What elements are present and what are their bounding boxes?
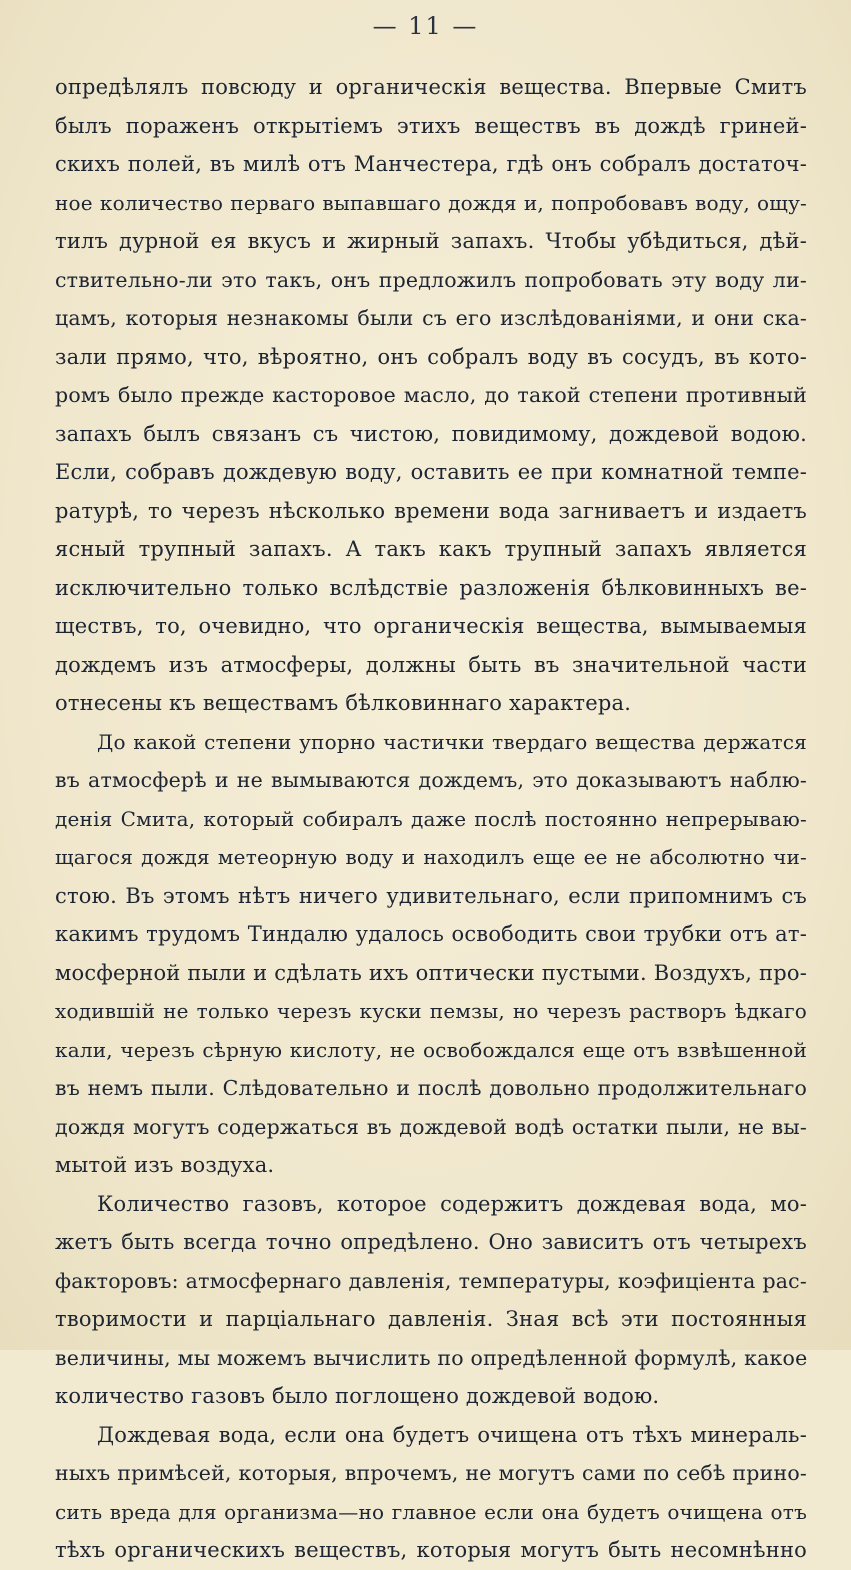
text-line: исключительно только вслѣдствіе разложенія бѣлковинныхъ ве-	[55, 575, 807, 600]
text-line: факторовъ: атмосфернаго давленія, температуры, коэфиціента рас-	[55, 1268, 807, 1293]
text-line: какимъ трудомъ Тиндалю удалось освободить свои трубки отъ ат-	[55, 922, 807, 946]
text-line: дождя могутъ содержаться въ дождевой водѣ остатки пыли, не вы-	[55, 1114, 807, 1139]
text-line: тилъ дурной ея вкусъ и жирный запахъ. Чтобы убѣдиться, дѣй-	[55, 229, 807, 253]
text-line: былъ пораженъ открытіемъ этихъ веществъ въ дождѣ гриней-	[55, 113, 807, 138]
text-line: денія Смита, который собиралъ даже послѣ постоянно непрерываю-	[55, 806, 807, 831]
text-line: творимости и парціальнаго давленія. Зная всѣ эти постоянныя	[55, 1307, 807, 1331]
body-text	[55, 68, 807, 1570]
paragraph-end-line: отнесены къ веществамъ бѣлковиннаго характера.	[55, 691, 632, 715]
text-line: стою. Въ этомъ нѣтъ ничего удивительнаго, если припомнимъ съ	[55, 883, 807, 908]
text-line: ществъ, то, очевидно, что органическія вещества, вымываемыя	[55, 614, 807, 638]
text-line: Если, собравъ дождевую воду, оставить ее при комнатной темпе-	[55, 460, 807, 484]
text-line: величины, мы можемъ вычислить по опредѣленной формулѣ, какое	[55, 1345, 807, 1370]
page-number: — 11 —	[372, 12, 479, 40]
text-line: ныхъ примѣсей, которыя, впрочемъ, не могутъ сами по себѣ прино-	[55, 1461, 807, 1485]
text-line: ратурѣ, то черезъ нѣсколько времени вода загниваетъ и издаетъ	[55, 498, 807, 523]
paragraph-end-line: мытой изъ воздуха.	[55, 1153, 275, 1177]
text-line: щагося дождя метеорную воду и находилъ еще ее не абсолютно чи-	[55, 845, 807, 869]
text-line: въ немъ пыли. Слѣдовательно и послѣ довольно продолжительнаго	[55, 1076, 807, 1100]
text-line: ромъ было прежде касторовое масло, до такой степени противный	[55, 383, 807, 407]
paragraph-end-line: количество газовъ было поглощено дождевой водою.	[55, 1384, 660, 1408]
text-line: въ атмосферѣ и не вымываются дождемъ, это доказываютъ наблю-	[55, 768, 807, 792]
text-line: кали, черезъ сѣрную кислоту, не освобождался еще отъ взвѣшенной	[55, 1037, 807, 1062]
text-line: ходившій не только черезъ куски пемзы, но черезъ растворъ ѣдкаго	[55, 999, 807, 1023]
text-line: тѣхъ органическихъ веществъ, которыя могутъ быть несомнѣнно	[55, 1538, 807, 1562]
text-line: зали прямо, что, вѣроятно, онъ собралъ воду въ сосудъ, въ кото-	[55, 344, 807, 369]
text-line: ствительно-ли это такъ, онъ предложилъ попробовать эту воду ли-	[55, 267, 807, 292]
paragraph-start-line: Количество газовъ, которое содержитъ дождевая вода, мо-	[97, 1191, 807, 1216]
text-line: скихъ полей, въ милѣ отъ Манчестера, гдѣ онъ собралъ достаточ-	[55, 152, 807, 176]
text-line: мосферной пыли и сдѣлать ихъ оптически пустыми. Воздухъ, про-	[55, 960, 807, 985]
text-line: дождемъ изъ атмосферы, должны быть въ значительной части	[55, 652, 807, 677]
text-line: ясный трупный запахъ. А такъ какъ трупный запахъ является	[55, 537, 807, 561]
paragraph-start-line: До какой степени упорно частички твердаго вещества держатся	[97, 729, 807, 754]
paragraph-start-line: Дождевая вода, если она будетъ очищена отъ тѣхъ минераль-	[97, 1422, 807, 1447]
text-line: цамъ, которыя незнакомы были съ его изслѣдованіями, и они ска-	[55, 306, 807, 330]
text-line: сить вреда для организма—но главное если она будетъ очищена отъ	[55, 1499, 807, 1524]
text-line: опредѣлялъ повсюду и органическія вещества. Впервые Смитъ	[55, 75, 807, 99]
text-line: ное количество перваго выпавшаго дождя и, попробовавъ воду, ощу-	[55, 190, 807, 215]
text-line: жетъ быть всегда точно опредѣлено. Оно зависитъ отъ четырехъ	[55, 1230, 807, 1254]
text-line: запахъ былъ связанъ съ чистою, повидимому, дождевой водою.	[55, 421, 807, 446]
